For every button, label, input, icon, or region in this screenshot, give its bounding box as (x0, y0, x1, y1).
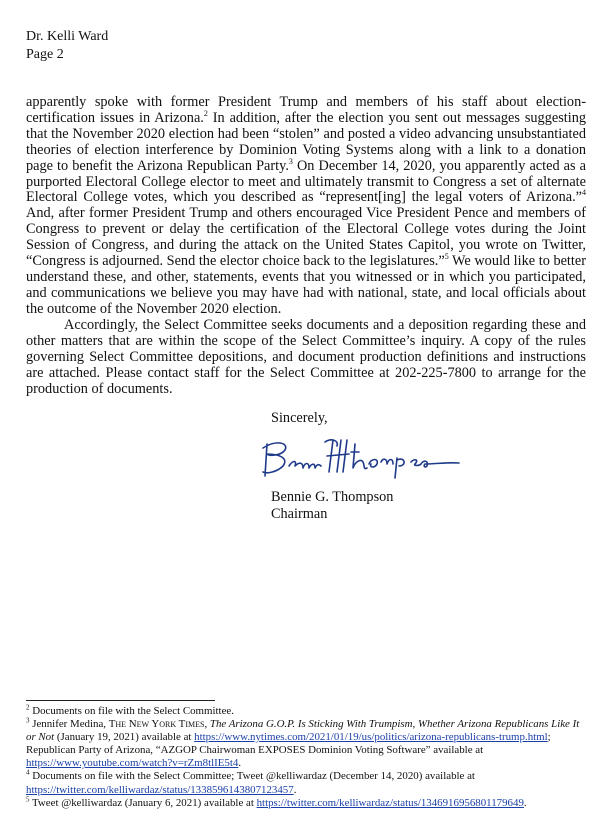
recipient-name: Dr. Kelli Ward (26, 29, 109, 44)
footnote-ref-3[interactable]: 3 (288, 156, 293, 166)
signature-image (255, 432, 465, 484)
footnote-4 (26, 770, 586, 796)
footnote-text: (January 19, 2021) available at (54, 731, 195, 744)
footnote-number: 2 (26, 703, 30, 712)
footnote-text: Documents on file with the Select Committee. (29, 705, 234, 717)
footnote-text: , (204, 718, 210, 731)
footnote-number: 5 (26, 795, 30, 804)
signer-block (271, 489, 393, 523)
footnote-text: Tweet @kelliwardaz (January 6, 2021) available at (29, 796, 257, 809)
letter-header (26, 28, 108, 64)
footnote-text: . (238, 757, 242, 770)
footnote-text: Documents on file with the Select Committee; Tweet @kelliwardaz (December 14, 2020) available at (29, 770, 475, 783)
twitter-link-jan6[interactable]: https://twitter.com/kelliwardaz/status/1346916956801179649 (256, 796, 524, 809)
footnote-5 (26, 797, 586, 810)
body-paragraph-2: Accordingly, the Select Committee seeks documents and a deposition regarding these and other matters that are within the scope of the Select Committee’s inquiry. A copy of the rules governing Select Committee depositions, and document production definitions and instructions are attached. Please contact staff for the Select Committee at 202-225-7800 to arrange for the production of documents. (26, 317, 586, 397)
footnote-ref-2[interactable]: 2 (203, 109, 208, 119)
publication-name: The New York Times (108, 718, 205, 731)
signer-name: Bennie G. Thompson (271, 489, 394, 505)
footnote-text: . (523, 796, 527, 809)
youtube-link[interactable]: https://www.youtube.com/watch?v=rZm8tlIE5t4 (26, 757, 239, 770)
footnote-ref-4[interactable]: 4 (582, 188, 586, 198)
footnote-divider (26, 700, 215, 701)
nytimes-link[interactable]: https://www.nytimes.com/2021/01/19/us/politics/arizona-republicans-trump.html (194, 731, 548, 744)
footnote-text: ; Republican Party of Arizona, “AZGOP Chairwoman EXPOSES Dominion Voting Software” available at (26, 731, 551, 757)
closing-salutation: Sincerely, (271, 410, 328, 426)
para1-text-1: apparently spoke with former President Trump and members of his staff about election-certification issues in Arizona. (26, 94, 586, 126)
footnote-ref-5[interactable]: 5 (444, 252, 449, 262)
para1-text-4: And, after former President Trump and others encouraged Vice President Pence and members of Congress to prevent or delay the certification of the Electoral College votes during the Joint Session of Congress, and during the attack on the United States Capitol, you wrote on Twitter, “Congress is adjourned. Send the elector choice back to the legislatures.” (26, 205, 586, 270)
twitter-link-dec14[interactable]: https://twitter.com/kelliwardaz/status/1338596143807123457 (26, 783, 294, 796)
footnote-number: 3 (26, 716, 30, 725)
footnote-text: . (293, 783, 297, 796)
footnote-text: Jennifer Medina, (29, 718, 109, 731)
signer-title: Chairman (271, 506, 328, 522)
para1-text-5: We would like to better understand these, and other, statements, events that you witnessed or in which you participated, and communications we believe you may have had with national, state, and local officials about the outcome of the November 2020 election. (26, 253, 586, 317)
footnote-2 (26, 705, 586, 718)
page-number: Page 2 (26, 47, 64, 62)
body-paragraph-1 (26, 95, 586, 318)
footnote-number: 4 (26, 768, 30, 777)
article-title: The Arizona G.O.P. Is Sticking With Trumpism, Whether Arizona Republicans Like It or Not (26, 718, 580, 744)
footnotes-section (26, 705, 586, 810)
footnote-3 (26, 718, 586, 770)
para1-text-2: In addition, after the election you sent out messages suggesting that the November 2020 election had been “stolen” and posted a video advancing unsubstantiated theories of election interference by Dominion Voting Systems along with a link to a donation page to benefit the Arizona Republican Party. (26, 109, 586, 174)
para1-text-3: On December 14, 2020, you apparently acted as a purported Electoral College elector to meet and ultimately transmit to Congress a set of alternate Electoral College votes, which you described as “represent[ing] the legal voters of Arizona.” (26, 157, 586, 206)
